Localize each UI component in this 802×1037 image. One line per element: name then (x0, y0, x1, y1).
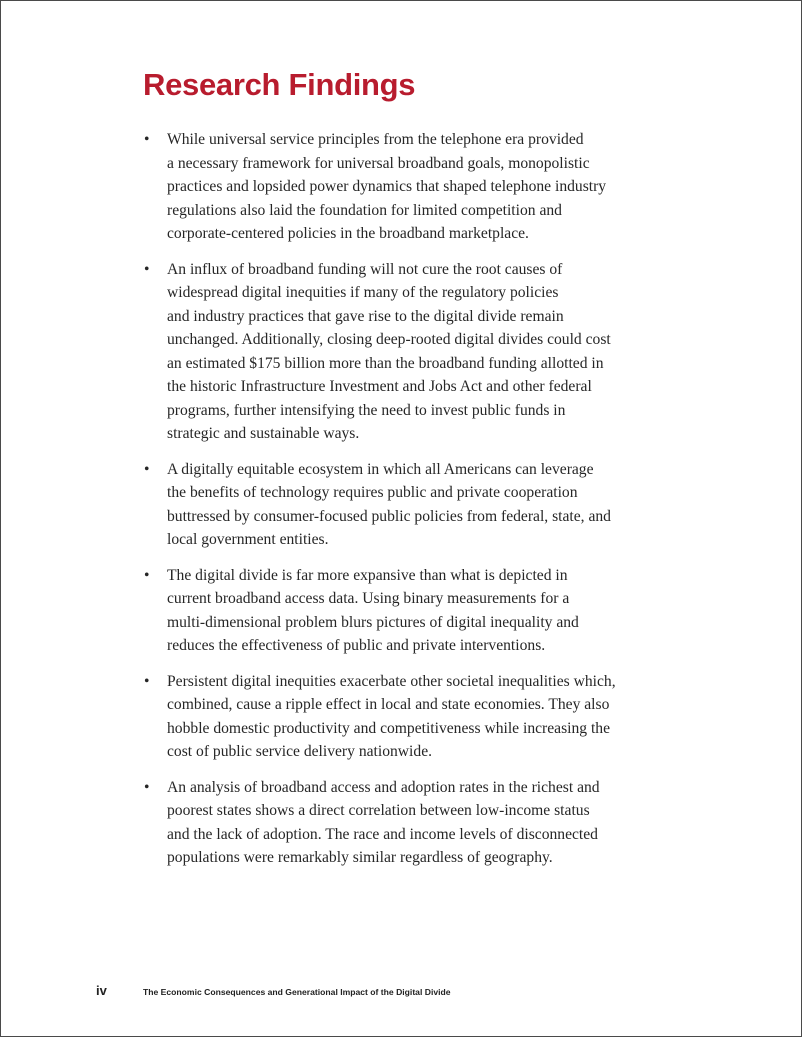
finding-text-line: local government entities. (167, 531, 329, 548)
finding-text-line: and industry practices that gave rise to the digital divide remain (167, 307, 564, 325)
page-title: Research Findings (143, 67, 416, 102)
finding-text-line: corporate-centered policies in the broadband marketplace. (167, 225, 529, 242)
finding-text-line: populations were remarkably similar regardless of geography. (167, 849, 553, 866)
finding-text-line: combined, cause a ripple effect in local and state economies. They also (167, 696, 610, 713)
finding-text-line: hobble domestic productivity and competitiveness while increasing the (167, 719, 611, 737)
finding-text-line: An analysis of broadband access and adoption rates in the richest and (167, 778, 600, 796)
finding-text-line: The digital divide is far more expansive than what is depicted in (167, 566, 568, 584)
bullet-marker: • (144, 460, 150, 478)
finding-item (144, 564, 614, 658)
finding-text-line: and the lack of adoption. The race and income levels of disconnected (167, 825, 598, 843)
page-number: iv (96, 983, 107, 998)
finding-text-line: multi-dimensional problem blurs pictures of digital inequality and (167, 613, 579, 631)
finding-text-line: a necessary framework for universal broadband goals, monopolistic (167, 154, 590, 172)
bullet-marker: • (144, 672, 150, 690)
finding-text-line: unchanged. Additionally, closing deep-rooted digital divides could cost (167, 331, 611, 348)
page-footer (96, 983, 451, 999)
finding-text-line: Persistent digital inequities exacerbate other societal inequalities which, (167, 672, 616, 690)
finding-item (144, 670, 614, 764)
finding-text-line: regulations also laid the foundation for limited competition and (167, 201, 562, 219)
bullet-marker: • (144, 260, 150, 278)
finding-text-line: programs, further intensifying the need to invest public funds in (167, 401, 566, 419)
findings-list (144, 128, 614, 882)
finding-item (144, 776, 614, 870)
finding-text-line: strategic and sustainable ways. (167, 425, 360, 442)
finding-text-line: the benefits of technology requires public and private cooperation (167, 484, 578, 501)
finding-text-line: an estimated $175 billion more than the broadband funding allotted in (167, 354, 604, 372)
finding-text-line: cost of public service delivery nationwide. (167, 743, 433, 760)
finding-text-line: reduces the effectiveness of public and private interventions. (167, 637, 546, 654)
finding-text-line: practices and lopsided power dynamics that shaped telephone industry (167, 178, 607, 195)
finding-item (144, 458, 614, 552)
bullet-marker: • (144, 566, 150, 584)
finding-text-line: A digitally equitable ecosystem in which all Americans can leverage (167, 460, 594, 478)
finding-text-line: widespread digital inequities if many of the regulatory policies (167, 284, 559, 301)
finding-item (144, 128, 614, 246)
running-title: The Economic Consequences and Generational Impact of the Digital Divide (143, 987, 451, 997)
finding-text-line: buttressed by consumer-focused public policies from federal, state, and (167, 507, 611, 525)
bullet-marker: • (144, 778, 150, 796)
bullet-marker: • (144, 131, 150, 148)
finding-text-line: An influx of broadband funding will not cure the root causes of (167, 260, 563, 278)
finding-text-line: poorest states shows a direct correlation between low-income status (167, 802, 590, 819)
finding-item (144, 258, 614, 446)
finding-text-line: While universal service principles from the telephone era provided (167, 131, 584, 148)
finding-text-line: the historic Infrastructure Investment and Jobs Act and other federal (167, 378, 592, 395)
finding-text-line: current broadband access data. Using binary measurements for a (167, 590, 570, 607)
